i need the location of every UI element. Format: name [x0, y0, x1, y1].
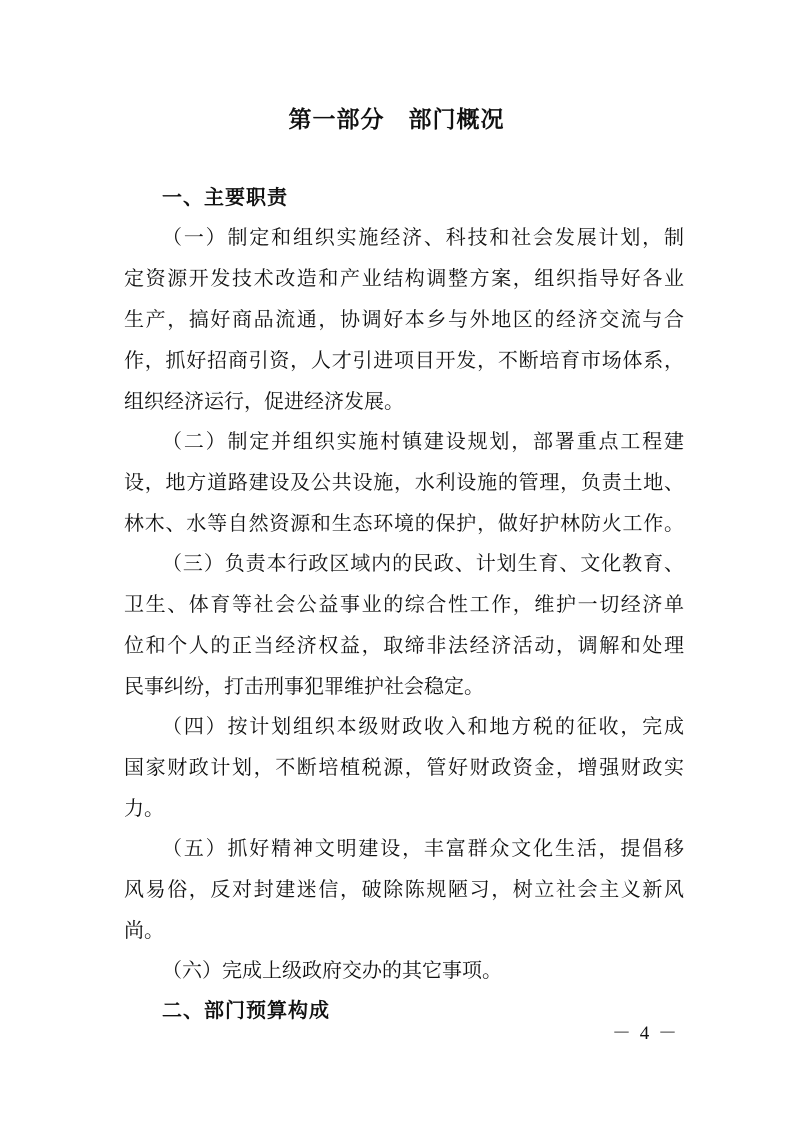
duty-item-1-line-1: （一）制定和组织实施经济、科技和社会发展计划，制	[162, 225, 684, 249]
duty-item-3-line-3: 位和个人的正当经济权益，取缔非法经济活动，调解和处理	[124, 633, 684, 657]
duty-item-2-line-1: （二）制定并组织实施村镇建设规划，部署重点工程建	[162, 429, 684, 453]
duty-item-1-line-5: 组织经济运行，促进经济发展。	[124, 389, 404, 413]
page-title: 第一部分 部门概况	[288, 107, 505, 133]
duty-item-1-line-2: 定资源开发技术改造和产业结构调整方案，组织指导好各业	[124, 266, 684, 290]
duty-item-3-line-2: 卫生、体育等社会公益事业的综合性工作，维护一切经济单	[124, 592, 684, 616]
duty-item-5-line-2: 风易俗，反对封建迷信，破除陈规陋习，树立社会主义新风	[124, 877, 684, 901]
duty-item-2-line-3: 林木、水等自然资源和生态环境的保护，做好护林防火工作。	[124, 511, 684, 535]
duty-item-4-line-1: （四）按计划组织本级财政收入和地方税的征收，完成	[162, 714, 684, 738]
duty-item-3-line-1: （三）负责本行政区域内的民政、计划生育、文化教育、	[162, 551, 684, 575]
duty-item-2-line-2: 设，地方道路建设及公共设施，水利设施的管理，负责土地、	[124, 470, 684, 494]
duty-item-1-line-3: 生产，搞好商品流通，协调好本乡与外地区的经济交流与合	[124, 307, 684, 331]
duty-item-4-line-3: 力。	[124, 796, 164, 820]
duty-item-6-line-1: （六）完成上级政府交办的其它事项。	[162, 958, 502, 982]
duty-item-5-line-1: （五）抓好精神文明建设，丰富群众文化生活，提倡移	[162, 836, 684, 860]
duty-item-3-line-4: 民事纠纷，打击刑事犯罪维护社会稳定。	[124, 674, 484, 698]
page-number: － 4 －	[612, 1023, 680, 1044]
duty-item-4-line-2: 国家财政计划，不断培植税源，管好财政资金，增强财政实	[124, 755, 684, 779]
section-heading-main-duties: 一、主要职责	[162, 185, 288, 209]
duty-item-1-line-4: 作，抓好招商引资，人才引进项目开发，不断培育市场体系，	[124, 348, 684, 372]
duty-item-5-line-3: 尚。	[124, 918, 164, 942]
section-heading-budget-composition: 二、部门预算构成	[162, 998, 330, 1022]
